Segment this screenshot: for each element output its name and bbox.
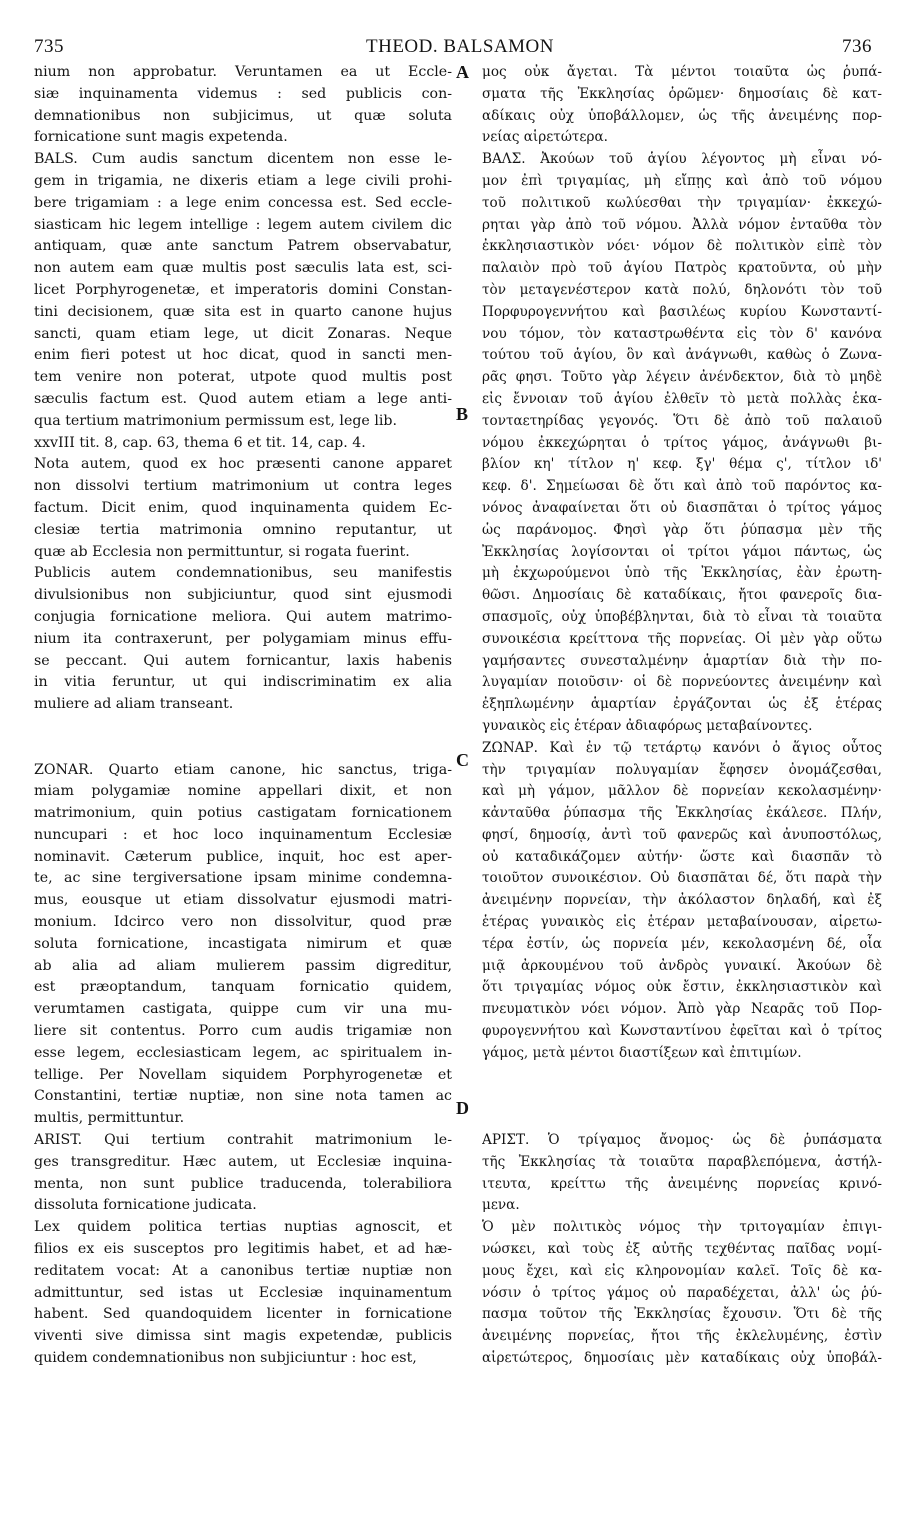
greek-text-line: Ὁ μὲν πολιτικὸς νόμος τὴν τριτογαμίαν ἐπιγι-	[482, 1219, 882, 1236]
latin-text-line: sæculis factum est. Quod autem etiam a lege anti-	[34, 390, 452, 407]
right-page-number: 736	[842, 36, 872, 57]
latin-text-line: sancti, quam etiam lege, ut dicit Zonaras. Neque	[34, 325, 452, 342]
latin-text-line: muliere ad aliam transeant.	[34, 696, 234, 713]
greek-text-line: ΒΑΛΣ. Ἀκούων τοῦ ἁγίου λέγοντος μὴ εἶναι νό-	[482, 151, 882, 168]
latin-text-line: ab alia ad aliam mulierem passim digreditur,	[34, 957, 452, 974]
greek-text-line: τονταετηρίδας γεγονός. Ὅτι δὲ ἀπὸ τοῦ παλαιοῦ	[482, 412, 882, 429]
latin-text-line: menta, non sunt publice traducenda, tolerabiliora	[34, 1175, 452, 1192]
greek-text-line: παλαιὸν πρὸ τοῦ ἁγίου Πατρὸς κρατοῦντα, οὐ μὴν	[482, 260, 882, 277]
greek-text-line: ΖΩΝΑΡ. Καὶ ἐν τῷ τετάρτῳ κανόνι ὁ ἅγιος οὗτος	[482, 739, 882, 756]
greek-text-line: ιτευτα, κρείττω τῆς ἀνειμένης πορνείας κρινό-	[482, 1175, 882, 1192]
latin-text-line: nium non approbatur. Veruntamen ea ut Eccle-	[34, 64, 452, 80]
greek-text-line: οὐ καταδικάζομεν αὐτήν· ὥστε καὶ διασπᾶν τὸ	[482, 848, 882, 865]
latin-text-line: nominavit. Cæterum publice, inquit, hoc est aper-	[34, 848, 452, 865]
latin-text-line: dissoluta fornicatione judicata.	[34, 1197, 257, 1214]
latin-text-line: clesiæ tertia matrimonia omnino reputantur, ut	[34, 521, 452, 538]
greek-text-line: ἀνειμένην πορνείαν, τὴν ἀκόλαστον δηλαδή, καὶ ἐξ	[482, 892, 882, 909]
latin-text-line: in vitia feruntur, ut qui indiscriminatim ex alia	[34, 674, 452, 691]
latin-text-line: reditatem vocat: At a canonibus tertiæ nuptiæ non	[34, 1262, 452, 1279]
greek-text-line: πνευματικὸν νόει νόμον. Ἀπὸ γὰρ Νεαρᾶς τοῦ Πορ-	[482, 1001, 882, 1018]
margin-marker-c: C	[456, 750, 469, 770]
latin-text-line: filios ex eis susceptos pro legitimis habet, et ad hæ-	[34, 1241, 452, 1258]
greek-text-line: λυγαμίαν ποιοῦσιν· οἱ δὲ πορνεύοντες ἀνειμένην καὶ	[482, 674, 882, 691]
latin-text-line: fornicatione sunt magis expetenda.	[34, 129, 288, 146]
latin-text-line: antiquam, quæ ante sanctum Patrem observabatur,	[34, 238, 452, 255]
latin-text-line: divulsionibus non subjiciuntur, quod sint ejusmodi	[34, 587, 452, 604]
latin-text-line: xxvIII tit. 8, cap. 63, thema 6 et tit. 14, cap. 4.	[34, 434, 366, 451]
greek-text-line: νόμου ἐκκεχώρηται ὁ τρίτος γάμος, ἀνάγνωθι βι-	[482, 434, 882, 451]
latin-text-line: nuncupari : et hoc loco inquinamentum Ecclesiæ	[34, 826, 452, 843]
latin-text-line: tini decisionem, quæ sita est in quarto canone hujus	[34, 303, 452, 320]
latin-text-line: nium ita contraxerunt, per polygamiam minus effu-	[34, 630, 452, 647]
latin-text-line: quidem condemnationibus non subjiciuntur : hoc est,	[34, 1350, 417, 1367]
greek-text-line: μενα.	[482, 1197, 520, 1214]
latin-text-line: se peccant. Qui autem fornicantur, laxis habenis	[34, 652, 452, 669]
latin-text-line: siasticam hic legem intellige : legem autem civilem dic	[34, 216, 452, 233]
greek-text-line: μος οὐκ ἄγεται. Τὰ μέντοι τοιαῦτα ὡς ῥυπά-	[482, 64, 882, 80]
greek-text-line: τοιοῦτον συνοικέσιον. Οὐ διασπᾶται δέ, ὅτι παρὰ τὴν	[482, 870, 882, 887]
greek-text-spacer	[482, 1108, 882, 1130]
greek-text-line: αδίκαις οὐχ ὑποβάλλομεν, ὡς τῆς ἀνειμένης πορ-	[482, 107, 882, 124]
greek-text-line: εἰς ἔννοιαν τοῦ ἁγίου ἐλθεῖν τὸ μετὰ πολλὰς ἑκα-	[482, 390, 882, 407]
greek-text-line: τούτου τοῦ ἁγίου, ὃν καὶ ἀνάγνωθι, καθὼς ὁ Ζωνα-	[482, 347, 882, 364]
latin-text-line: soluta fornicatione, incastigata nimirum et quæ	[34, 935, 452, 952]
greek-text-line: συνοικέσια κρείττονα τῆς πορνείας. Οἱ μὲν γὰρ οὕτω	[482, 630, 882, 647]
greek-text-line: μιᾷ ἀρκουμένου τοῦ ἀνδρὸς γυναικί. Ἀκούων δὲ	[482, 957, 882, 974]
margin-marker-a: A	[456, 62, 469, 82]
latin-text-line: BALS. Cum audis sanctum dicentem non esse le-	[34, 151, 452, 168]
latin-text-line: Constantini, tertiæ nuptiæ, non sine nota tamen ac	[34, 1088, 452, 1105]
latin-text-line: habent. Sed quandoquidem licenter in fornicatione	[34, 1306, 452, 1323]
margin-marker-d: D	[456, 1098, 469, 1118]
latin-text-line: demnationibus non subjicimus, ut quæ soluta	[34, 107, 452, 124]
greek-text-line: νείας αἱρετώτερα.	[482, 129, 608, 146]
latin-text-line: Publicis autem condemnationibus, seu manifestis	[34, 565, 452, 582]
latin-column	[34, 62, 452, 1370]
greek-text-line: ρᾶς φησι. Τοῦτο γὰρ λέγειν ἀνένδεκτον, διὰ τὸ μηδὲ	[482, 369, 882, 386]
greek-text-line: τοῦ πολιτικοῦ κωλύεσθαι τὴν τριγαμίαν· ἐκκεχώ-	[482, 194, 882, 211]
greek-text-line: ἐξηπλωμένην ἁμαρτίαν ἐργάζονται ὡς ἐξ ἑτέρας	[482, 696, 882, 713]
latin-text-line: ges transgreditur. Hæc autem, ut Ecclesiæ inquina-	[34, 1153, 452, 1170]
greek-text-line: νου τόμον, τὸν καταστρωθέντα εἰς τὸν δ' κανόνα	[482, 325, 882, 342]
greek-text-line: ἑτέρας γυναικὸς εἰς ἑτέραν μεταβαίνουσαν, αἱρετω-	[482, 914, 882, 931]
greek-text-line: θῶσι. Δημοσίαις δὲ καταδίκαις, ἤτοι φανεροῖς δια-	[482, 587, 882, 604]
greek-text-line: πασμα τοῦτον τῆς Ἐκκλησίας ἔχουσιν. Ὅτι δὲ τῆς	[482, 1306, 882, 1323]
greek-text-line: ὅτι τριγαμίας νόμος οὐκ ἔστιν, ἐκκλησιαστικὸν καὶ	[482, 979, 882, 996]
greek-text-line: φησί, δημοσίᾳ, ἀντὶ τοῦ φανερῶς καὶ ἀνυποστόλως,	[482, 826, 882, 843]
latin-text-line: est præoptandum, tanquam fornicatio quidem,	[34, 979, 452, 996]
latin-text-line: non dissolvi tertium matrimonium ut contra leges	[34, 478, 452, 495]
latin-text-line: admittuntur, sed istas ut Ecclesiæ inquinamentum	[34, 1284, 452, 1301]
greek-text-line: γαμήσαντες συνεσταλμένην ἁμαρτίαν διὰ τὴν πο-	[482, 652, 882, 669]
latin-text-line: conjugia fornicatione meliora. Qui autem matrimo-	[34, 608, 452, 625]
latin-text-line: gem in trigamia, ne dixeris etiam a lege civili prohi-	[34, 172, 452, 189]
latin-text-spacer	[34, 716, 452, 738]
latin-text-line: quæ ab Ecclesia non permittuntur, si rogata fuerint.	[34, 543, 410, 560]
greek-text-line: σπασμοῖς, οὐχ ὑποβέβληνται, διὰ τὸ εἶναι τὰ τοιαῦτα	[482, 608, 882, 625]
margin-marker-b: B	[456, 404, 469, 424]
latin-text-line: multis, permittuntur.	[34, 1110, 185, 1127]
latin-text-line: tellige. Per Novellam siquidem Porphyrogenetæ et	[34, 1066, 452, 1083]
latin-text-line: liere sit contentus. Porro cum audis trigamiæ non	[34, 1023, 452, 1040]
latin-text-line: ZONAR. Quarto etiam canone, hic sanctus, triga-	[34, 761, 452, 778]
greek-text-line: ρηται γὰρ ἀπὸ τοῦ νόμου. Ἀλλὰ νόμον ἐνταῦθα τὸν	[482, 216, 882, 233]
latin-text-line: mus, eousque ut etiam dissolvatur ejusmodi matri-	[34, 892, 452, 909]
greek-text-line: μὴ ἐκχωρούμενοι ὑπὸ τῆς Ἐκκλησίας, ἐὰν ἐρωτη-	[482, 565, 882, 582]
greek-text-line: γυναικὸς εἰς ἑτέραν ἀδιαφόρως μεταβαίνοντες.	[482, 717, 813, 734]
greek-text-line: ἐκκλησιαστικὸν νόει· νόμον δὲ πολιτικὸν εἰπὲ τὸν	[482, 238, 882, 255]
greek-text-line: ὡς παράνομος. Φησὶ γὰρ ὅτι ῥύπασμα μὲν τῆς	[482, 521, 882, 538]
latin-text-spacer	[34, 738, 452, 760]
left-page-number: 735	[34, 36, 64, 57]
latin-text-line: Nota autem, quod ex hoc præsenti canone apparet	[34, 456, 452, 473]
latin-text-line: bere trigamiam : a lege enim concessa est. Sed eccle-	[34, 194, 452, 211]
latin-text-line: factum. Dicit enim, quod inquinamenta quidem Ec-	[34, 499, 452, 516]
latin-text-line: matrimonium, quin potius castigatam fornicationem	[34, 805, 452, 822]
latin-text-line: viventi sive dimissa sint magis expetendæ, publicis	[34, 1328, 452, 1345]
latin-text-line: non autem eam quæ multis post sæculis lata est, sci-	[34, 260, 452, 277]
greek-text-line: νόσιν ὁ τρίτος γάμος οὐ παραδέχεται, ἀλλ' ὡς ῥύ-	[482, 1284, 882, 1301]
running-title: THEOD. BALSAMON	[366, 36, 554, 57]
greek-text-spacer	[482, 1065, 882, 1087]
greek-text-line: μον ἐπὶ τριγαμίας, μὴ εἴπῃς καὶ ἀπὸ τοῦ νόμου	[482, 172, 882, 189]
greek-text-line: σματα τῆς Ἐκκλησίας ὁρῶμεν· δημοσίαις δὲ κατ-	[482, 85, 882, 102]
latin-text-line: monium. Idcirco vero non dissolvitur, quod præ	[34, 914, 452, 931]
latin-text-line: Lex quidem politica tertias nuptias agnoscit, et	[34, 1219, 452, 1236]
latin-text-line: esse legem, ecclesiasticam legem, ac spiritualem in-	[34, 1044, 452, 1061]
greek-text-line: τῆς Ἐκκλησίας τὰ τοιαῦτα παραβλεπόμενα, ἀστήλ-	[482, 1153, 882, 1170]
latin-text-line: enim fieri potest ut hoc dicat, quod in sancti men-	[34, 347, 452, 364]
latin-text-line: miam polygamiæ nomine appellari dixit, et non	[34, 783, 452, 800]
latin-text-line: verumtamen castigata, quippe cum vir una mu-	[34, 1001, 452, 1018]
latin-text-line: tem venire non poterat, utpote quod multis post	[34, 369, 452, 386]
latin-text-line: ARIST. Qui tertium contrahit matrimonium le-	[34, 1132, 452, 1149]
latin-text-line: licet Porphyrogenetæ, et imperatoris domini Constan-	[34, 281, 452, 298]
greek-text-line: φυρογεννήτου καὶ Κωνσταντίνου ἐφεῖται καὶ ὁ τρίτος	[482, 1023, 882, 1040]
greek-text-line: τὸν μεταγενέστερον κατὰ πολύ, δηλονότι τὸν τοῦ	[482, 281, 882, 298]
greek-text-line: Ἐκκλησίας λογίσονται οἱ τρίτοι γάμοι πάντως, ὡς	[482, 543, 882, 560]
greek-text-line: νώσκει, καὶ τοὺς ἐξ αὐτῆς τεχθέντας παῖδας νομί-	[482, 1241, 882, 1258]
greek-text-line: βλίον κη' τίτλον η' κεφ. ξγ' θέμα ς', τίτλον ιδ'	[482, 456, 882, 473]
greek-text-spacer	[482, 1086, 882, 1108]
greek-text-line: νόνος ἀναφαίνεται ὅτι οὐ διασπᾶται ὁ τρίτος γάμος	[482, 499, 882, 516]
greek-text-line: καὶ μὴ γάμον, μᾶλλον δὲ πορνείαν κεκολασμένην·	[482, 783, 882, 800]
greek-text-line: αἱρετώτερος, δημοσίαις μὲν καταδίκαις οὐχ ὑποβάλ-	[482, 1350, 882, 1367]
greek-text-line: ἀνειμένης πορνείας, ἤτοι τῆς ἐκλελυμένης, ἐστὶν	[482, 1328, 882, 1345]
latin-text-line: te, ac sine tergiversatione ipsam minime condemna-	[34, 870, 452, 887]
greek-text-line: γάμος, μετὰ μέντοι διαστίξεων καὶ ἐπιτιμίων.	[482, 1044, 802, 1061]
latin-text-line: qua tertium matrimonium permissum est, lege lib.	[34, 412, 398, 429]
greek-text-line: μους ἔχει, καὶ εἰς κληρονομίαν καλεῖ. Τοῖς δὲ κα-	[482, 1262, 882, 1279]
greek-column	[482, 62, 882, 1370]
greek-text-line: τέρα ἐστίν, ὡς πορνεία μέν, κεκολασμένη δέ, οἷα	[482, 935, 882, 952]
greek-text-line: τὴν τριγαμίαν πολυγαμίαν ἔφησεν ὀνομάζεσθαι,	[482, 761, 882, 778]
greek-text-line: ΑΡΙΣΤ. Ὁ τρίγαμος ἄνομος· ὡς δὲ ῥυπάσματα	[482, 1132, 882, 1149]
latin-text-line: siæ inquinamenta videmus : sed publicis con-	[34, 85, 452, 102]
greek-text-line: Πορφυρογεννήτου καὶ βασιλέως κυρίου Κωνσταντί-	[482, 303, 882, 320]
greek-text-line: κἀνταῦθα ῥύπασμα τῆς Ἐκκλησίας ἐκάλεσε. Πλήν,	[482, 805, 882, 822]
greek-text-line: κεφ. δ'. Σημείωσαι δὲ ὅτι καὶ ἀπὸ τοῦ παρόντος κα-	[482, 478, 882, 495]
